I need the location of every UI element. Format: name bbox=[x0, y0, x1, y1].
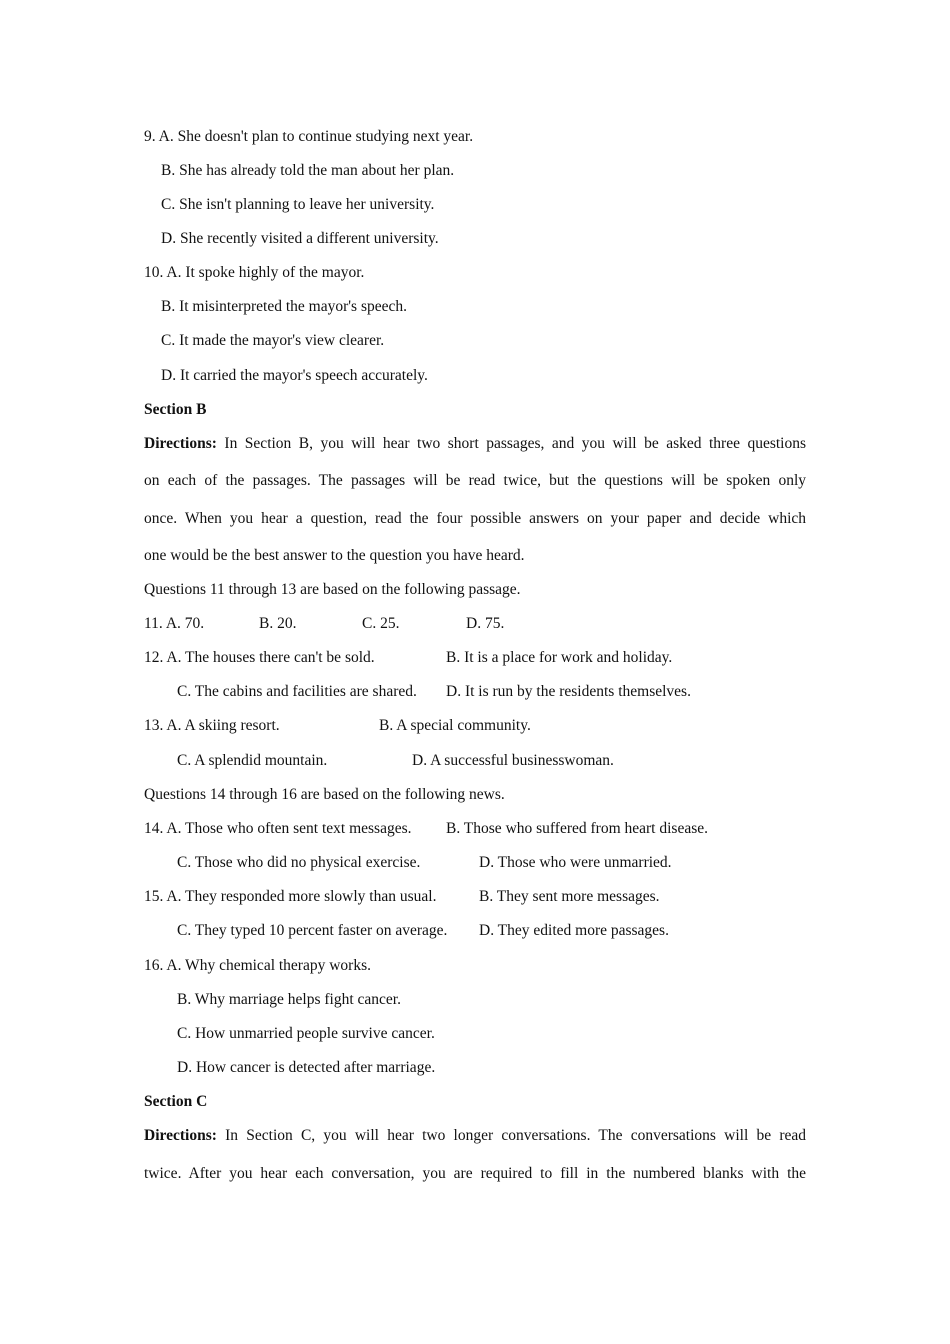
q16-option-b: B. Why marriage helps fight cancer. bbox=[177, 991, 401, 1008]
q13-option-c: C. A splendid mountain. bbox=[177, 752, 328, 769]
q12-option-b: B. It is a place for work and holiday. bbox=[446, 649, 673, 666]
section-c-directions-label: Directions: bbox=[144, 1127, 217, 1144]
intro-questions-11-13: Questions 11 through 13 are based on the following passage. bbox=[144, 581, 521, 598]
section-c-heading: Section C bbox=[144, 1093, 208, 1110]
q10-option-b: B. It misinterpreted the mayor's speech. bbox=[161, 298, 407, 315]
q11-option-d: D. 75. bbox=[466, 615, 505, 632]
section-b-directions-line-1: Directions: In Section B, you will hear two short passages, and you will be asked three questions bbox=[144, 435, 806, 452]
q13-option-d: D. A successful businesswoman. bbox=[412, 752, 614, 769]
q10-option-a: 10. A. It spoke highly of the mayor. bbox=[144, 264, 365, 281]
q11-option-b: B. 20. bbox=[259, 615, 297, 632]
q11-option-c: C. 25. bbox=[362, 615, 400, 632]
q10-option-d: D. It carried the mayor's speech accurately. bbox=[161, 367, 428, 384]
q11-option-a: 11. A. 70. bbox=[144, 615, 205, 632]
q15-option-c: C. They typed 10 percent faster on average. bbox=[177, 922, 448, 939]
q14-option-a: 14. A. Those who often sent text messages. bbox=[144, 820, 412, 837]
section-b-directions-line-4: one would be the best answer to the question you have heard. bbox=[144, 547, 525, 564]
section-c-directions-line-2: twice. After you hear each conversation, you are required to fill in the numbered blanks with the bbox=[144, 1165, 806, 1182]
q9-option-b: B. She has already told the man about her plan. bbox=[161, 162, 455, 179]
q9-option-a: 9. A. She doesn't plan to continue studying next year. bbox=[144, 128, 474, 145]
q10-option-c: C. It made the mayor's view clearer. bbox=[161, 332, 385, 349]
section-b-directions-label: Directions: bbox=[144, 435, 217, 452]
q15-option-a: 15. A. They responded more slowly than usual. bbox=[144, 888, 437, 905]
q13-option-b: B. A special community. bbox=[379, 717, 531, 734]
q9-option-d: D. She recently visited a different university. bbox=[161, 230, 439, 247]
q13-option-a: 13. A. A skiing resort. bbox=[144, 717, 280, 734]
section-c-directions-line-1: Directions: In Section C, you will hear two longer conversations. The conversations will be read bbox=[144, 1127, 806, 1144]
q16-option-a: 16. A. Why chemical therapy works. bbox=[144, 957, 371, 974]
q12-option-d: D. It is run by the residents themselves. bbox=[446, 683, 691, 700]
q16-option-d: D. How cancer is detected after marriage. bbox=[177, 1059, 436, 1076]
q14-option-c: C. Those who did no physical exercise. bbox=[177, 854, 421, 871]
q12-option-c: C. The cabins and facilities are shared. bbox=[177, 683, 417, 700]
section-b-directions-line-2: on each of the passages. The passages will be read twice, but the questions will be spoken only bbox=[144, 472, 806, 489]
q9-option-c: C. She isn't planning to leave her university. bbox=[161, 196, 435, 213]
q15-option-b: B. They sent more messages. bbox=[479, 888, 660, 905]
intro-questions-14-16: Questions 14 through 16 are based on the following news. bbox=[144, 786, 505, 803]
section-b-directions-line-3: once. When you hear a question, read the four possible answers on your paper and decide which bbox=[144, 510, 806, 527]
q12-option-a: 12. A. The houses there can't be sold. bbox=[144, 649, 375, 666]
section-b-heading: Section B bbox=[144, 401, 207, 418]
q15-option-d: D. They edited more passages. bbox=[479, 922, 669, 939]
q16-option-c: C. How unmarried people survive cancer. bbox=[177, 1025, 435, 1042]
q14-option-b: B. Those who suffered from heart disease. bbox=[446, 820, 708, 837]
q14-option-d: D. Those who were unmarried. bbox=[479, 854, 672, 871]
